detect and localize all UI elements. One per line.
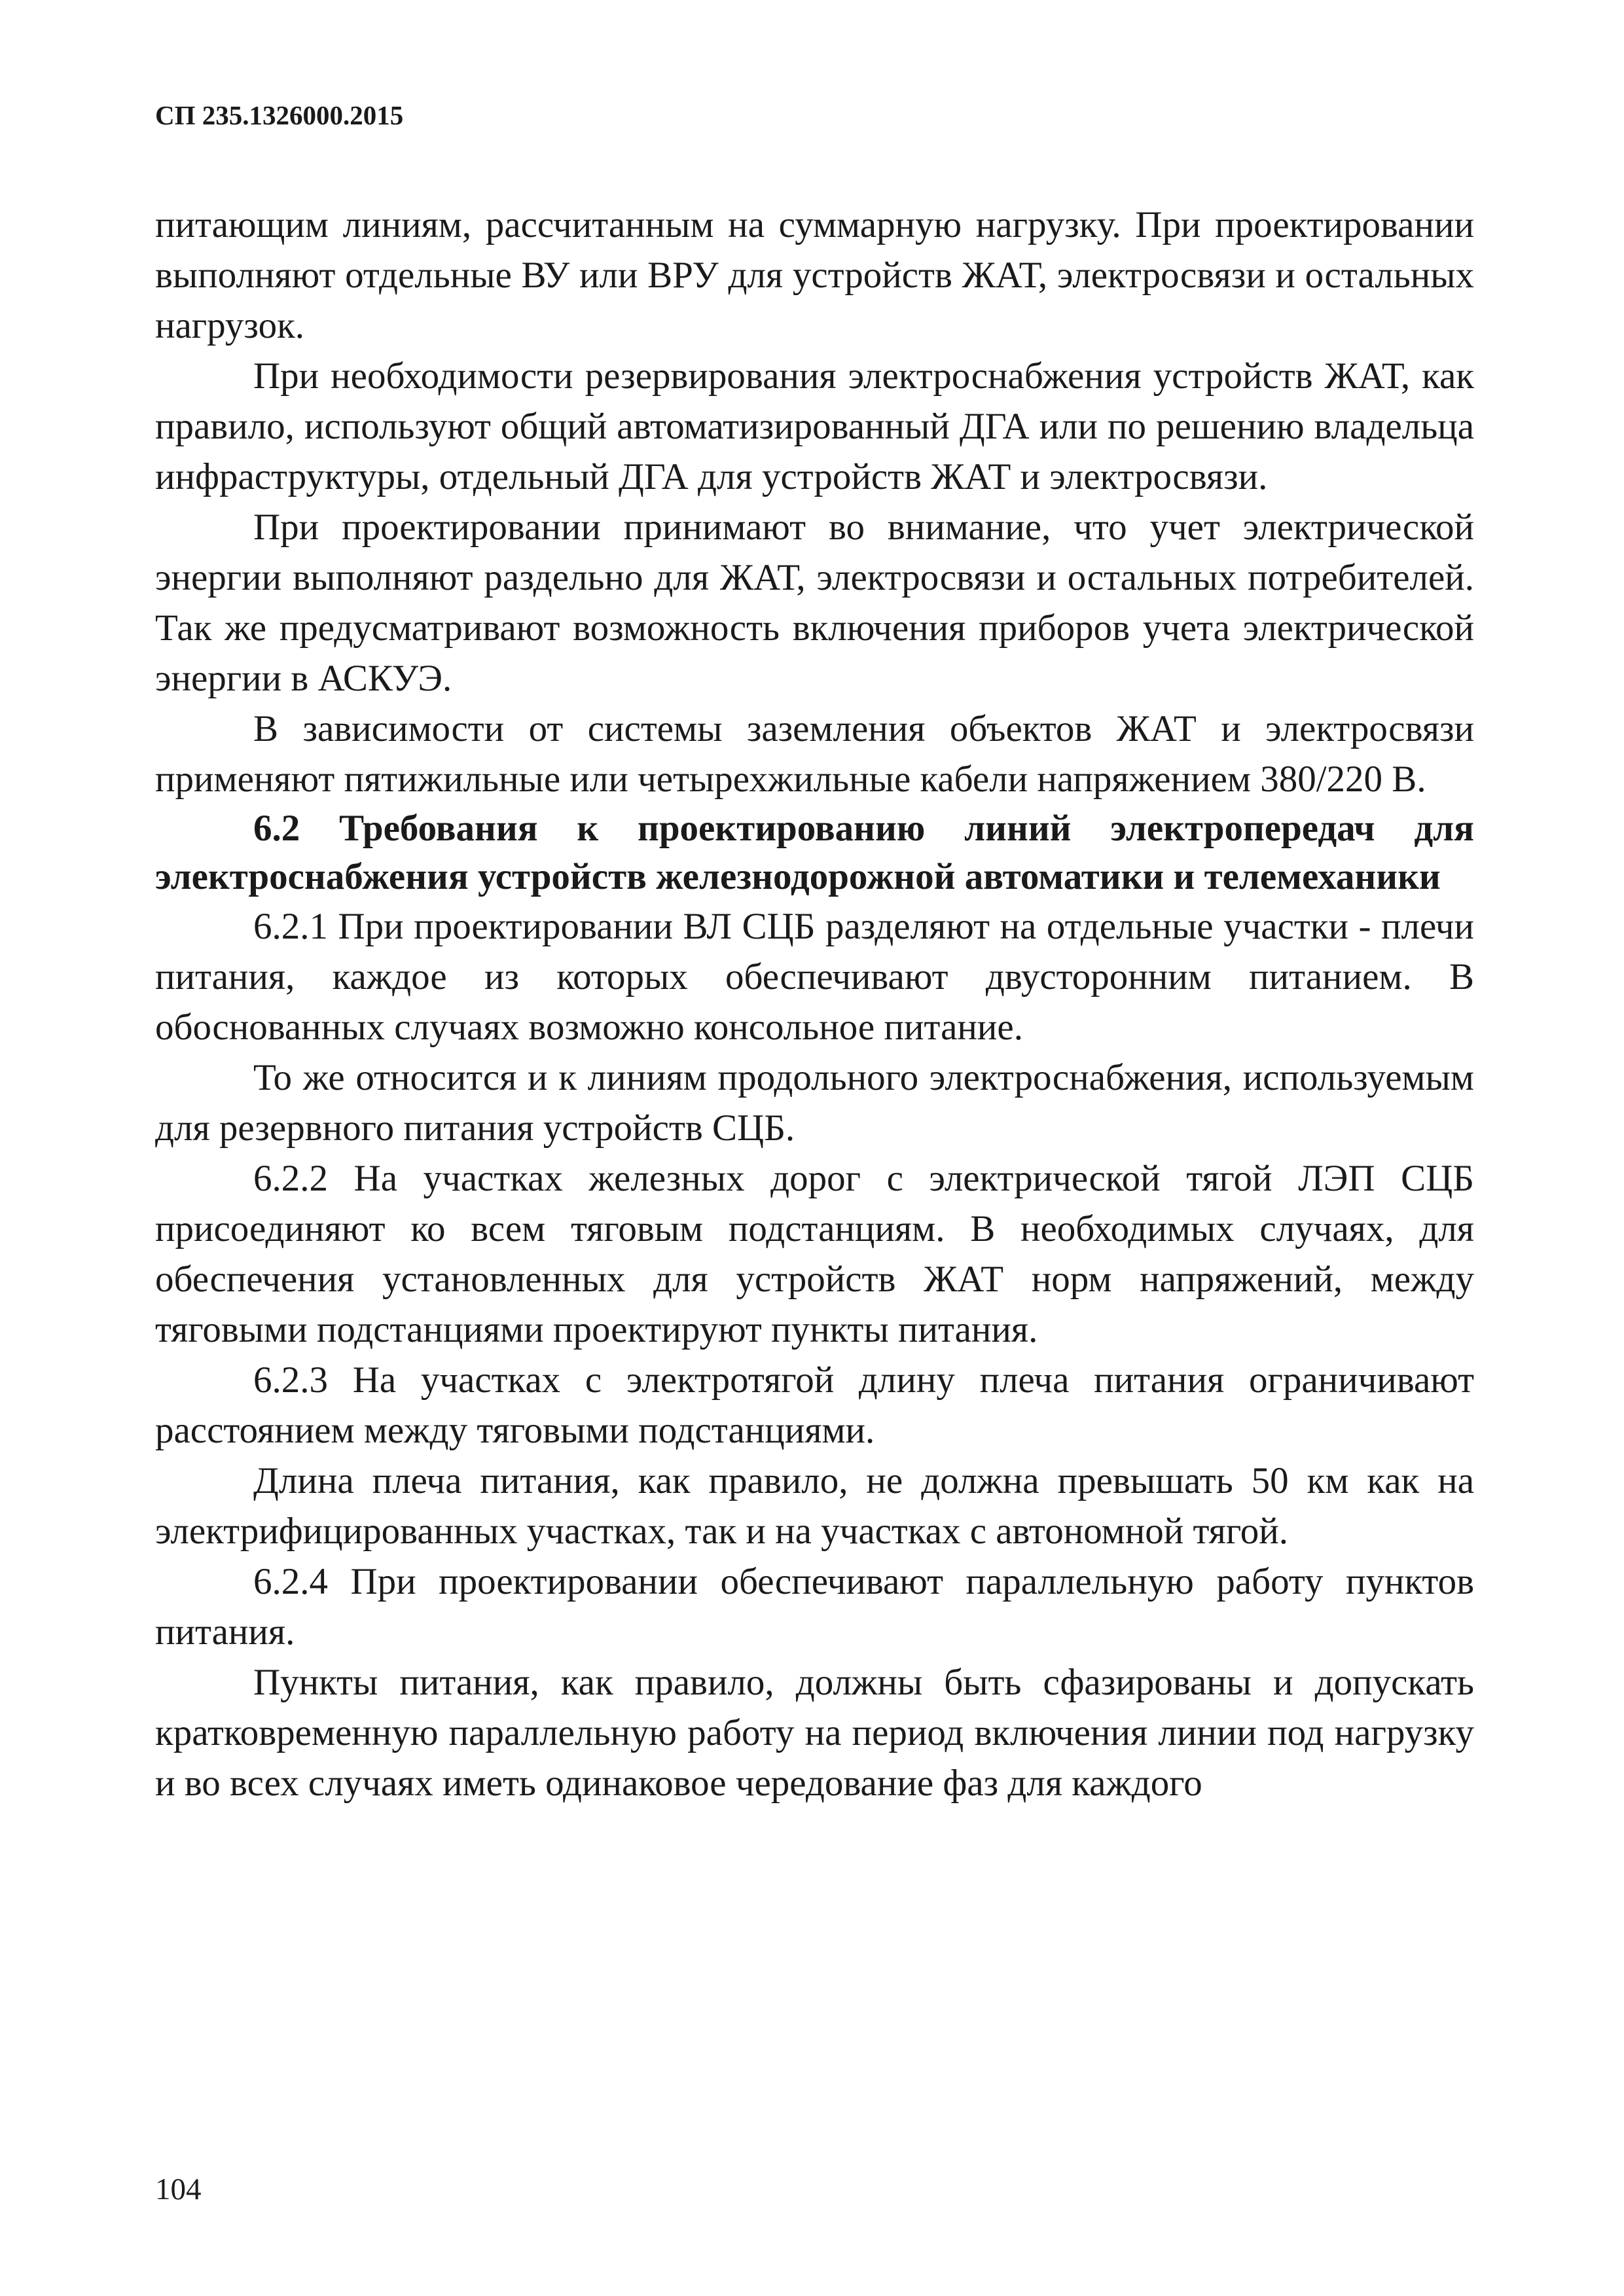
paragraph-6-2-3-note: Длина плеча питания, как правило, не должна превышать 50 км как на электрифицированных участках, так и на участках с автономной тягой. [155, 1460, 1474, 1552]
paragraph-6-2-3: 6.2.3 На участках с электротягой длину плеча питания ограничивают расстоянием между тяговыми подстанциями. [155, 1359, 1474, 1451]
paragraph-energy-metering: При проектировании принимают во внимание, что учет электрической энергии выполняют раздельно для ЖАТ, электросвязи и остальных потребителей. Так же предусматривают возможность включения приборов учета электрической энергии в АСКУЭ. [155, 507, 1474, 699]
paragraph-6-2-2: 6.2.2 На участках железных дорог с электрической тягой ЛЭП СЦБ присоединяют ко всем тяговым подстанциям. В необходимых случаях, для обеспечения установленных для устройств ЖАТ норм напряжений, между тяговыми подстанциями проектируют пункты питания. [155, 1158, 1474, 1350]
paragraph-6-2-4: 6.2.4 При проектировании обеспечивают параллельную работу пунктов питания. [155, 1561, 1474, 1653]
paragraph-continuation: питающим линиям, рассчитанным на суммарную нагрузку. При проектировании выполняют отдельные ВУ или ВРУ для устройств ЖАТ, электросвязи и остальных нагрузок. [155, 204, 1474, 346]
paragraph-cable-types: В зависимости от системы заземления объектов ЖАТ и электросвязи применяют пятижильные или четырехжильные кабели напряжением 380/220 В. [155, 708, 1474, 800]
paragraph-6-2-1-note: То же относится и к линиям продольного электроснабжения, используемым для резервного питания устройств СЦБ. [155, 1057, 1474, 1149]
document-body [155, 200, 1474, 1808]
paragraph-backup-power: При необходимости резервирования электроснабжения устройств ЖАТ, как правило, используют общий автоматизированный ДГА или по решению владельца инфраструктуры, отдельный ДГА для устройств ЖАТ и электросвязи. [155, 355, 1474, 497]
document-code-header: СП 235.1326000.2015 [155, 100, 404, 130]
page-number: 104 [155, 2172, 202, 2206]
paragraph-6-2-1: 6.2.1 При проектировании ВЛ СЦБ разделяют на отдельные участки - плечи питания, каждое из которых обеспечивают двусторонним питанием. В обоснованных случаях возможно консольное питание. [155, 906, 1474, 1048]
section-heading-6-2: 6.2 Требования к проектированию линий электропередач для электроснабжения устройств железнодорожной автоматики и телемеханики [155, 808, 1474, 897]
paragraph-6-2-4-note: Пункты питания, как правило, должны быть сфазированы и допускать кратковременную параллельную работу на период включения линии под нагрузку и во всех случаях иметь одинаковое чередование фаз для каждого [155, 1662, 1474, 1804]
